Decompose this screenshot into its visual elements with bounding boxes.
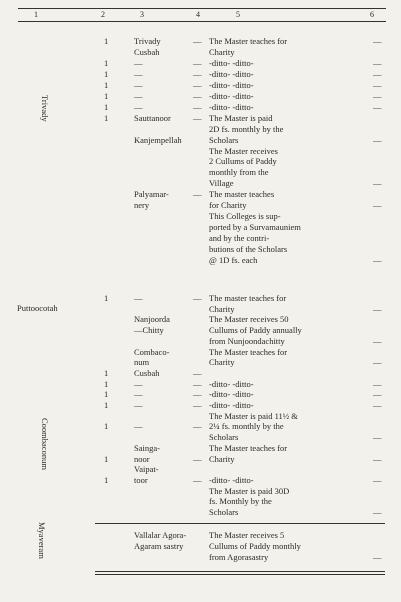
rows-row-3-col6: — (373, 68, 382, 79)
rows2-row-7-col3: Cusbah (134, 367, 160, 378)
rows2-row-18-col5: The Master is paid 30D (209, 485, 290, 496)
rows2-row-1-col6: — (373, 303, 382, 314)
rows-row-14-col4: — (193, 189, 202, 200)
section-rule (95, 523, 385, 524)
rows2-row-15-col6: — (373, 453, 382, 464)
rows2-row-15-col4: — (193, 453, 202, 464)
rows-row-20-col5: @ 1D fs. each (209, 255, 258, 265)
rows-row-5-col2: 1 (104, 90, 109, 101)
rows-row-2-col3: — (134, 57, 143, 68)
rows2-row-0-col2: 1 (104, 293, 109, 303)
rows2-row-7-col2: 1 (104, 367, 109, 378)
header-col-1: 1 (34, 10, 38, 19)
rows2-row-17-col2: 1 (104, 474, 109, 485)
rows2-row-17-col6: — (373, 474, 382, 485)
rows-row-6-col4: — (193, 101, 202, 112)
rows2-row-12-col5: 2¼ fs. monthly by the (209, 421, 284, 432)
rows-row-3-col5: -ditto- -ditto- (209, 68, 254, 79)
rows-row-3-col4: — (193, 68, 202, 79)
rows2-row-9-col3: — (134, 389, 143, 400)
rows-row-6-col6: — (373, 101, 382, 112)
rows-row-5-col5: -ditto- -ditto- (209, 90, 254, 101)
rows-row-6-col3: — (134, 101, 143, 112)
rows2-row-0-col5: The master teaches for (209, 293, 287, 303)
header-col-3: 3 (140, 10, 144, 19)
header-rule (18, 21, 386, 22)
rows-row-5-col6: — (373, 90, 382, 101)
rows2-row-3-col3: —Chitty (134, 325, 164, 336)
rows-row-4-col5: -ditto- -ditto- (209, 79, 254, 90)
header-col-2: 2 (101, 10, 105, 19)
rows2-row-14-col3: Sainga- (134, 442, 160, 453)
rows-row-11-col5: 2 Cullums of Paddy (209, 156, 277, 167)
rows2-row-12-col4: — (193, 421, 202, 432)
rows2-row-5-col3: Combaco- (134, 346, 170, 357)
rows2-row-8-col5: -ditto- -ditto- (209, 378, 254, 389)
bottom-rule-2 (95, 574, 385, 575)
rows-row-16-col5: This Colleges is sup- (209, 211, 281, 222)
rows2-row-10-col3: — (134, 400, 143, 410)
rows-row-4-col2: 1 (104, 79, 109, 90)
rows2-row-17-col3: toor (134, 474, 148, 485)
side-label-puttoocotah: Puttoocotah (17, 303, 58, 313)
rows2-row-13-col5: Scholars (209, 432, 239, 443)
rows-row-9-col6: — (373, 134, 382, 145)
rows-row-9-col3: Kanjempellah (134, 134, 182, 145)
rows-row-13-col6: — (373, 178, 382, 189)
rows-row-0-col4: — (193, 36, 202, 46)
rows2-row-15-col3: noor (134, 453, 150, 464)
rows2-row-17-col4: — (193, 474, 202, 485)
rows3-row-2-col6: — (373, 552, 382, 562)
rows2-row-9-col6: — (373, 389, 382, 400)
rows-row-5-col4: — (193, 90, 202, 101)
rows2-row-11-col5: The Master is paid 11½ & (209, 410, 298, 421)
side-label-trivady: Trivady (40, 95, 50, 122)
rows-row-13-col5: Village (209, 178, 234, 189)
rows2-row-12-col2: 1 (104, 421, 109, 432)
rows2-row-15-col5: Charity (209, 453, 235, 464)
rows2-row-6-col5: Charity (209, 357, 235, 368)
rows2-row-13-col6: — (373, 432, 382, 443)
rows-row-7-col2: 1 (104, 112, 109, 123)
rows-row-0-col6: — (373, 36, 382, 46)
rows2-row-9-col5: -ditto- -ditto- (209, 389, 254, 400)
rows2-row-0-col4: — (193, 293, 202, 303)
rows-row-4-col3: — (134, 79, 143, 90)
rows2-row-6-col6: — (373, 357, 382, 368)
rows2-row-20-col6: — (373, 507, 382, 517)
rows2-row-6-col3: num (134, 357, 150, 368)
rows2-row-3-col5: Cullums of Paddy annually (209, 325, 302, 336)
header-col-4: 4 (196, 10, 200, 19)
rows-row-6-col5: -ditto- -ditto- (209, 101, 254, 112)
rows2-row-4-col5: from Nunjoondachitty (209, 335, 285, 346)
rows-row-1-col5: Charity (209, 46, 235, 57)
rows-row-2-col4: — (193, 57, 202, 68)
rows-row-14-col5: The master teaches (209, 189, 275, 200)
rows-row-6-col2: 1 (104, 101, 109, 112)
rows-row-10-col5: The Master receives (209, 145, 278, 156)
rows-row-5-col3: — (134, 90, 143, 101)
rows-row-2-col6: — (373, 57, 382, 68)
rows2-row-15-col2: 1 (104, 453, 109, 464)
rows-row-4-col4: — (193, 79, 202, 90)
rows-row-7-col4: — (193, 112, 202, 123)
rows2-row-8-col3: — (134, 378, 143, 389)
side-label-myaveram: Myaveram (37, 522, 47, 559)
rows2-row-5-col5: The Master teaches for (209, 346, 288, 357)
rows2-row-10-col4: — (193, 400, 202, 410)
rows-row-4-col6: — (373, 79, 382, 90)
rows2-row-17-col5: -ditto- -ditto- (209, 474, 254, 485)
rows2-row-8-col2: 1 (104, 378, 109, 389)
side-label-coombaconum: Coombaconum (40, 418, 50, 470)
rows2-row-2-col5: The Master receives 50 (209, 314, 289, 325)
rows2-row-19-col5: fs. Monthly by the (209, 496, 272, 507)
rows-row-14-col3: Palyamar- (134, 189, 169, 200)
rows-row-0-col3: Trivady (134, 36, 161, 46)
rows2-row-14-col5: The Master teaches for (209, 442, 288, 453)
rows-row-1-col3: Cusbah (134, 46, 160, 57)
rows-row-2-col2: 1 (104, 57, 109, 68)
header-col-6: 6 (370, 10, 374, 19)
top-rule (18, 8, 386, 9)
rows2-row-1-col5: Charity (209, 303, 235, 314)
rows-row-2-col5: -ditto- -ditto- (209, 57, 254, 68)
rows2-row-10-col6: — (373, 400, 382, 410)
rows2-row-8-col4: — (193, 378, 202, 389)
rows3-row-1-col5: Cullums of Paddy monthly (209, 541, 301, 551)
rows-row-12-col5: monthly from the (209, 167, 269, 178)
rows-row-3-col3: — (134, 68, 143, 79)
rows-row-0-col5: The Master teaches for (209, 36, 288, 46)
rows2-row-12-col3: — (134, 421, 143, 432)
rows2-row-9-col4: — (193, 389, 202, 400)
rows2-row-10-col2: 1 (104, 400, 109, 410)
rows2-row-10-col5: -ditto- -ditto- (209, 400, 254, 410)
rows-row-20-col6: — (373, 255, 382, 265)
rows-row-9-col5: Scholars (209, 134, 239, 145)
rows-row-15-col5: for Charity (209, 200, 247, 211)
header-col-5: 5 (236, 10, 240, 19)
rows3-row-0-col5: The Master receives 5 (209, 530, 285, 540)
rows-row-8-col5: 2D fs. monthly by the (209, 123, 284, 134)
rows3-row-2-col5: from Agorasastry (209, 552, 269, 562)
rows-row-0-col2: 1 (104, 36, 109, 46)
rows2-row-9-col2: 1 (104, 389, 109, 400)
rows-row-19-col5: butions of the Scholars (209, 244, 288, 255)
rows-row-15-col6: — (373, 200, 382, 211)
rows3-row-0-col3: Vallalar Agora- (134, 530, 187, 540)
rows2-row-16-col3: Vaipat- (134, 464, 159, 475)
bottom-rule-1 (95, 571, 385, 572)
rows2-row-4-col6: — (373, 335, 382, 346)
rows-row-3-col2: 1 (104, 68, 109, 79)
rows-row-15-col3: nery (134, 200, 150, 211)
rows-row-7-col5: The Master is paid (209, 112, 273, 123)
rows2-row-2-col3: Nanjoorda (134, 314, 170, 325)
rows2-row-20-col5: Scholars (209, 507, 239, 517)
rows2-row-7-col4: — (193, 367, 202, 378)
rows2-row-0-col3: — (134, 293, 143, 303)
rows2-row-8-col6: — (373, 378, 382, 389)
rows-row-18-col5: and by the contri- (209, 233, 270, 244)
rows-row-17-col5: ported by a Survamauniem (209, 222, 301, 233)
rows-row-7-col3: Sauttanoor (134, 112, 171, 123)
rows3-row-1-col3: Agaram sastry (134, 541, 184, 551)
